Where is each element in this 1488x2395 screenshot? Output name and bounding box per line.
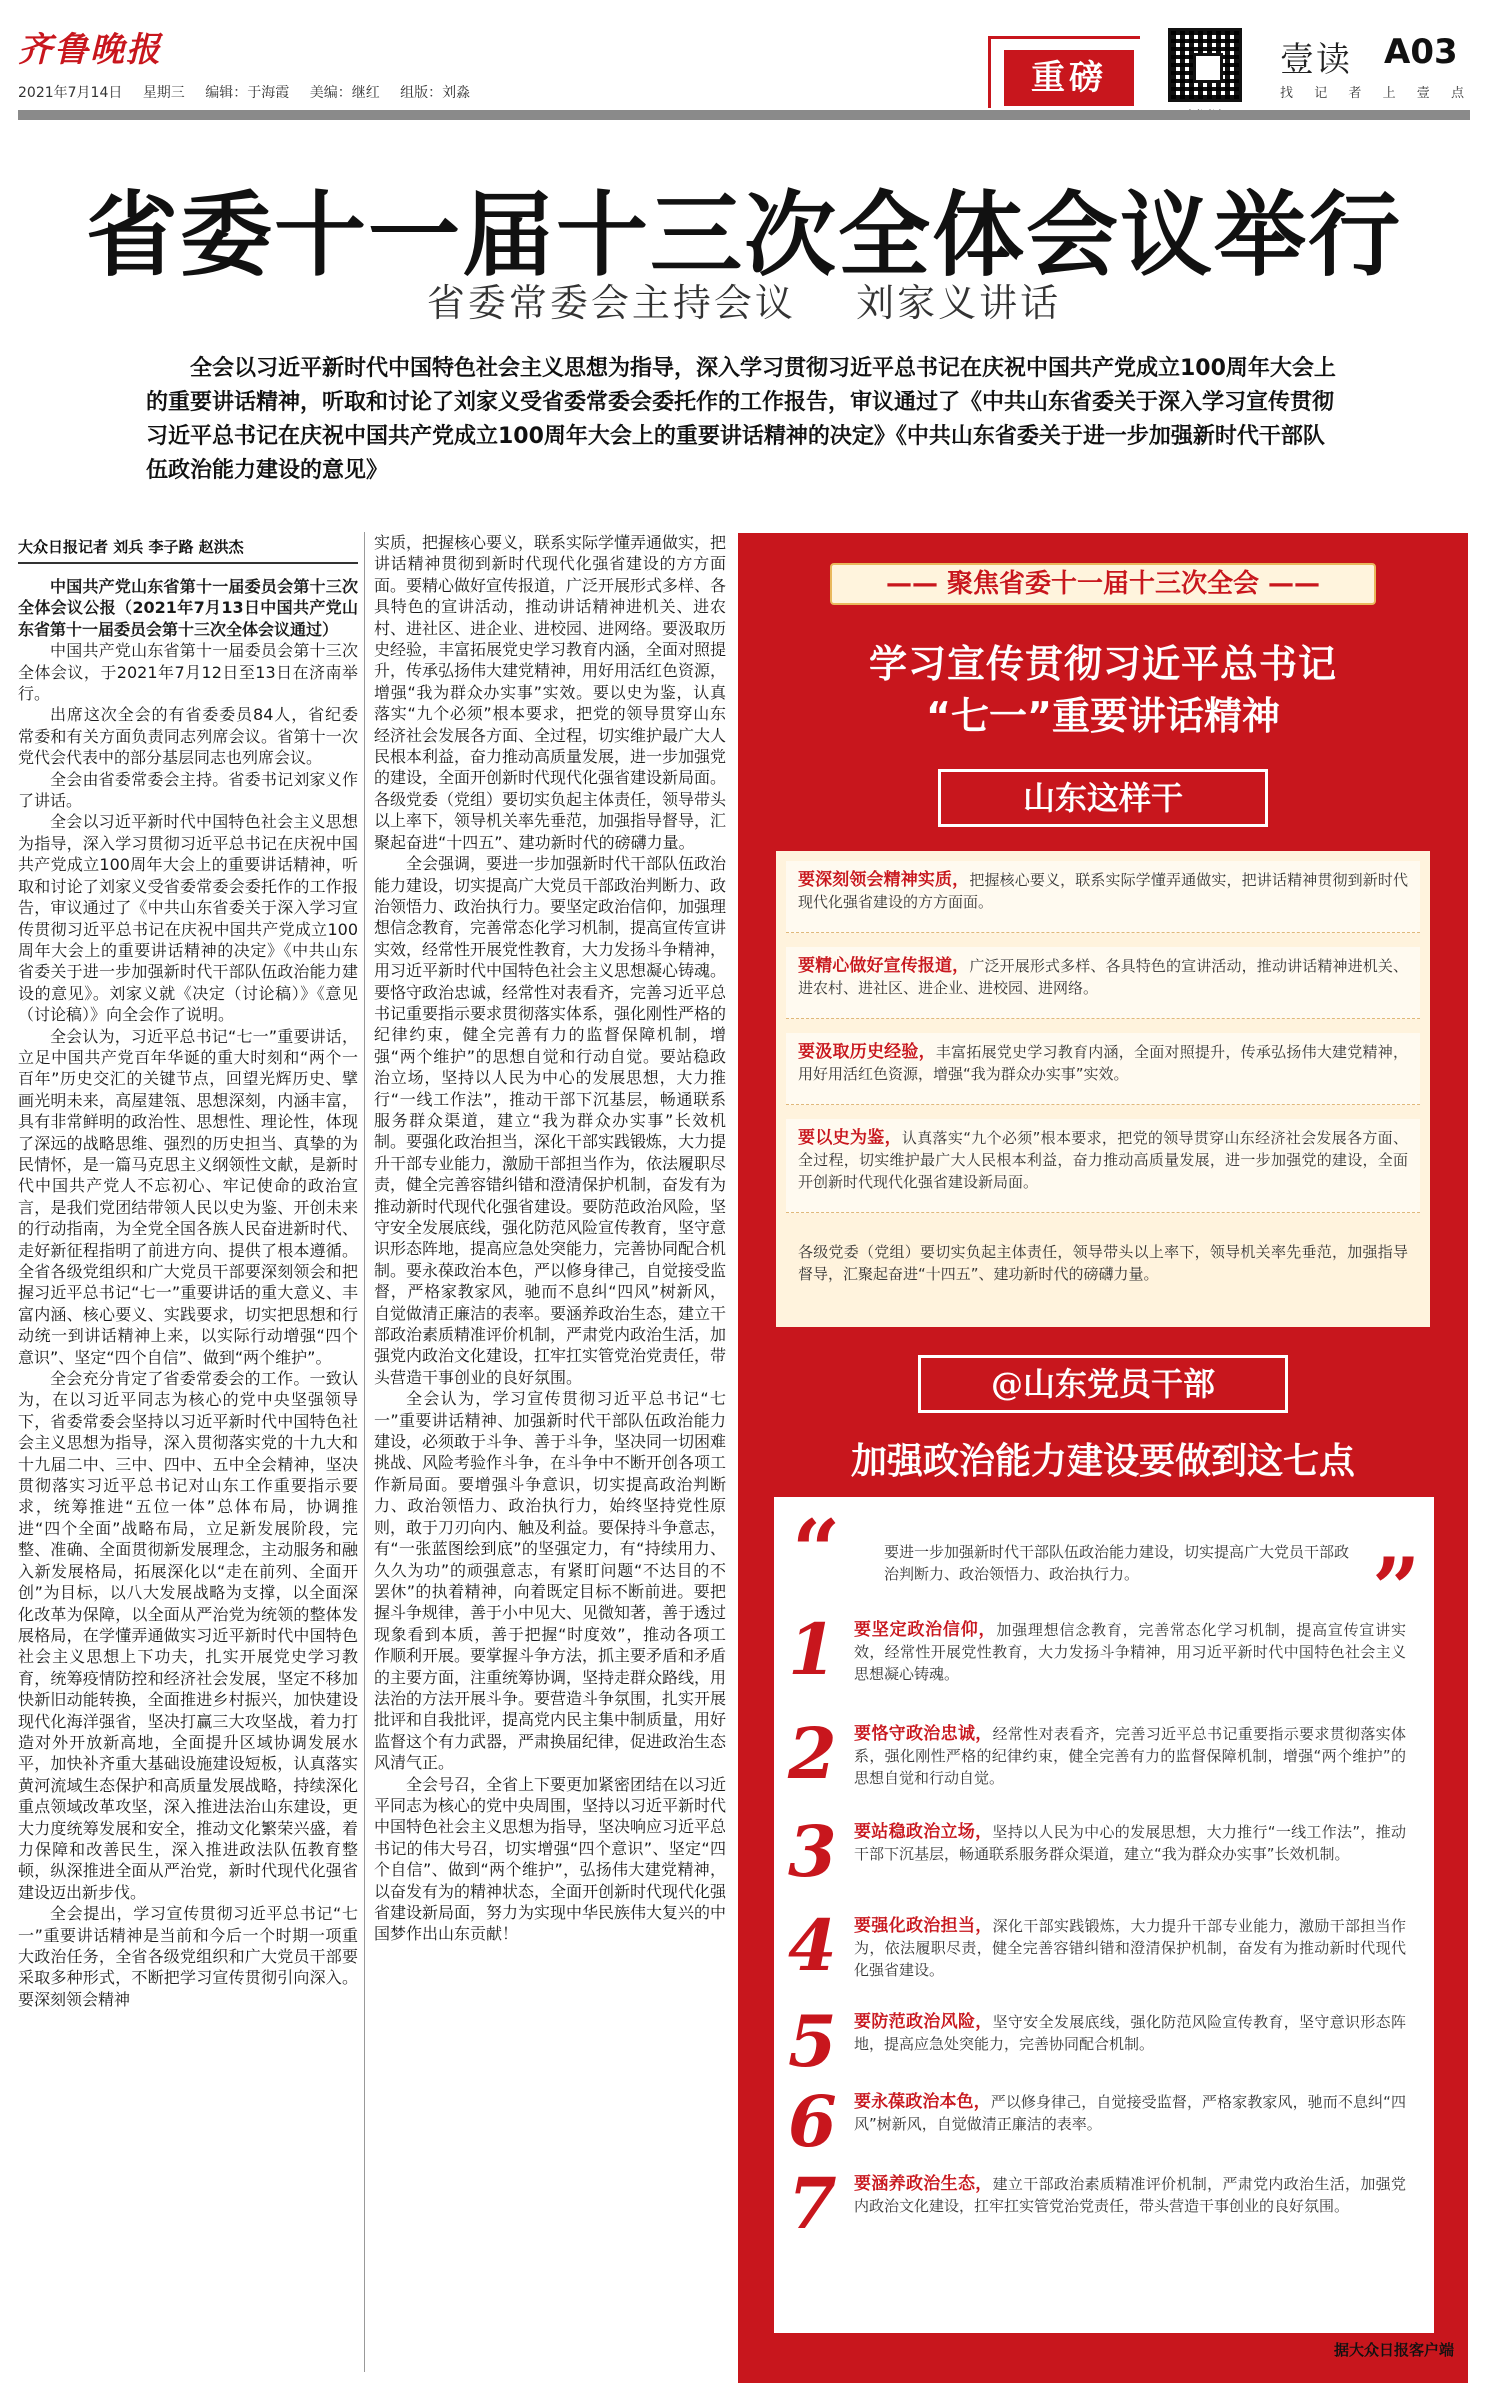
reporter-char: 点 — [1450, 86, 1468, 101]
seven-points-panel — [774, 1497, 1434, 2333]
point-text: 加强理想信念教育，完善常态化学习机制，提高宣传宣讲实效，经常性开展党性教育，大力发扬斗争精神，用习近平新时代中国特色社会主义思想凝心铸魂。 — [854, 1621, 1407, 1683]
action-item-emphasis: 要精心做好宣传报道， — [798, 956, 970, 976]
point-text: 建立干部政治素质精准评价机制，严肃党内政治生活，加强党内政治文化建设，扛牢扛实管党治党责任，带头营造干事创业的良好氛围。 — [854, 2175, 1406, 2215]
newspaper-logo: 齐鲁晚报 — [18, 30, 162, 70]
reporter-slogan — [1280, 82, 1468, 101]
point-number: 1 — [788, 1608, 837, 1691]
action-list-panel — [776, 851, 1430, 1327]
article-paragraph: 全会认为，习近平总书记“七一”重要讲话，立足中国共产党百年华诞的重大时刻和“两个一百年”历史交汇的关键节点，回望光辉历史、擘画光明未来，高屋建瓴、思想深刻，内涵丰富，具有非常鲜明的政治性、思想性、理论性，体现了深远的战略思维、强烈的历史担当、真挚的为民情怀，是一篇马克思主义纲领性文献，是新时代中国共产党人不忘初心、牢记使命的政治宣言，是我们党团结带领人民以史为鉴、开创未来的行动指南，为全党全国各族人民奋进新时代、走好新征程指明了前进方向、提供了根本遵循。全省各级党组织和广大党员干部要深刻领会和把握习近平总书记“七一”重要讲话的重大意义、丰富内涵、核心要义、实践要求，切实把思想和行动统一到讲话精神上来，以实际行动增强“四个意识”、坚定“四个自信”、做到“两个维护”。 — [18, 1026, 358, 1367]
point-text: 经常性对表看齐，完善习近平总书记重要指示要求贯彻落实体系，强化刚性严格的纪律约束，健全完善有力的监督保障机制，增强“两个维护”的思想自觉和行动自觉。 — [854, 1725, 1406, 1787]
page-number: A03 — [1384, 32, 1458, 72]
point-text: 坚持以人民为中心的发展思想，大力推行“一线工作法”，推动干部下沉基层，畅通联系服务群众渠道，建立“我为群众办实事”长效机制。 — [854, 1823, 1406, 1863]
point-text-block — [854, 1821, 1406, 1865]
reporter-char: 找 — [1280, 86, 1298, 101]
article-paragraph: 中国共产党山东省第十一届委员会第十三次全体会议公报（2021年7月13日中国共产党山东省第十一届委员会第十三次全体会议通过） — [18, 577, 358, 639]
sidebar-source: 据大众日报客户端 — [1334, 2341, 1455, 2359]
point-text: 严以修身律己，自觉接受监督，严格家教家风，驰而不息纠“四风”树新风，自觉做清正廉洁的表率。 — [854, 2093, 1407, 2133]
point-emphasis: 要永葆政治本色， — [854, 2092, 991, 2112]
article-column-1 — [18, 576, 358, 2376]
article-paragraph: 出席这次全会的有省委委员84人，省纪委常委和有关方面负责同志列席会议。省第十一次党代会代表中的部分基层同志也列席会议。 — [18, 705, 358, 768]
lead-paragraph: 全会以习近平新时代中国特色社会主义思想为指导，深入学习贯彻习近平总书记在庆祝中国共产党成立100周年大会上的重要讲话精神，听取和讨论了刘家义受省委常委会委托作的工作报告，审议通过了《中共山东省委关于深入学习宣传贯彻习近平总书记在庆祝中国共产党成立100周年大会上的重要讲话精神的决定》《中共山东省委关于进一步加强新时代干部队伍政治能力建设的意见》 — [146, 356, 1336, 483]
section-heading-party-members: @山东党员干部 — [918, 1355, 1288, 1413]
point-number: 4 — [788, 1904, 837, 1987]
point-number: 3 — [788, 1810, 837, 1893]
issue-date: 2021年7月14日 — [18, 85, 123, 101]
point-number: 7 — [788, 2162, 837, 2245]
action-item-text: 把握核心要义，联系实际学懂弄通做实，把讲话精神贯彻到新时代现代化强省建设的方方面面。 — [798, 871, 1408, 911]
article-column-2 — [374, 532, 726, 2380]
point-text-block — [854, 2091, 1406, 2135]
point-emphasis: 要涵养政治生态， — [854, 2174, 993, 2194]
subheadline: 省委常委会主持会议 刘家义讲话 — [426, 281, 1062, 325]
article-paragraph: 全会强调，要进一步加强新时代干部队伍政治能力建设，切实提高广大党员干部政治判断力、政治领悟力、政治执行力。要坚定政治信仰，加强理想信念教育，完善常态化学习机制，提高宣传宣讲实效，经常性开展党性教育，大力发扬斗争精神，用习近平新时代中国特色社会主义思想凝心铸魂。要恪守政治忠诚，经常性对表看齐，完善习近平总书记重要指示要求贯彻落实体系，强化刚性严格的纪律约束，健全完善有力的监督保障机制，增强“两个维护”的思想自觉和行动自觉。要站稳政治立场，坚持以人民为中心的发展思想，大力推行“一线工作法”，推动干部下沉基层，畅通联系服务群众渠道，建立“我为群众办实事”长效机制。要强化政治担当，深化干部实践锻炼，大力提升干部专业能力，激励干部担当作为，依法履职尽责，健全完善容错纠错和澄清保护机制，奋发有为推动新时代现代化强省建设。要防范政治风险，坚守安全发展底线，强化防范风险宣传教育，坚守意识形态阵地，提高应急处突能力，完善协同配合机制。要永葆政治本色，严以修身律己，自觉接受监督，严格家教家风，驰而不息纠“四风”树新风，自觉做清正廉洁的表率。要涵养政治生态，建立干部政治素质精准评价机制，严肃党内政治生活，加强党内政治文化建设，扛牢扛实管党治党责任，带头营造干事创业的良好氛围。 — [374, 854, 726, 1387]
point-number: 2 — [788, 1712, 837, 1795]
issue-editor: 编辑：于海霞 — [205, 85, 290, 101]
point-number: 5 — [788, 2000, 837, 2083]
article-paragraph: 全会充分肯定了省委常委会的工作。一致认为，在以习近平同志为核心的党中央坚强领导下，省委常委会坚持以习近平新时代中国特色社会主义思想为指导，深入贯彻落实党的十九大和十九届二中、三中、四中、五中全会精神，坚决贯彻落实习近平总书记对山东工作重要指示要求，统筹推进“五位一体”总体布局，协调推进“四个全面”战略布局，立足新发展阶段，完整、准确、全面贯彻新发展理念，主动服务和融入新发展格局，拓展深化以“走在前列、全面开创”为目标，以八大发展战略为支撑，以全面深化改革为保障，以全面从严治党为统领的整体发展格局，在学懂弄通做实习近平新时代中国特色社会主义思想上下功夫，扎实开展党史学习教育，统筹疫情防控和经济社会发展，坚定不移加快新旧动能转换，全面推进乡村振兴，加快建设现代化海洋强省，坚决打赢三大攻坚战，着力打造对外开放新高地，全面提升区域协调发展水平，加快补齐重大基础设施建设短板，认真落实黄河流域生态保护和高质量发展战略，持续深化重点领域改革攻坚，深入推进法治山东建设，更大力度统筹发展和安全，推动文化繁荣兴盛，着力保障和改善民生，深入推进政法队伍教育整顿，纵深推进全面从严治党，新时代现代化强省建设迈出新步伐。 — [18, 1369, 358, 1902]
headline: 省委十一届十三次全体会议举行 — [85, 181, 1402, 289]
sidebar-title-line2: “七一”重要讲话精神 — [926, 694, 1280, 738]
action-item-text: 认真落实“九个必须”根本要求，把党的领导贯穿山东经济社会发展各方面、全过程，切实维护最广大人民根本利益，奋力推动高质量发展，进一步加强党的建设，全面开创新时代现代化强省建设新局面。 — [798, 1129, 1409, 1191]
byline: 大众日报记者 刘兵 李子路 赵洪杰 — [18, 538, 244, 556]
open-quote-icon: “ — [792, 1501, 841, 1600]
close-quote-icon: ” — [1372, 1539, 1421, 1638]
article-paragraph: 全会认为，学习宣传贯彻习近平总书记“七一”重要讲话精神、加强新时代干部队伍政治能力建设，必须敢于斗争、善于斗争，坚决同一切困难挑战、风险考验作斗争，在斗争中不断开创各项工作新局面。要增强斗争意识，切实提高政治判断力、政治领悟力、政治执行力，始终坚持党性原则，敢于刀刃向内、触及利益。要保持斗争意志，有“一张蓝图绘到底”的坚强定力，有“持续用力、久久为功”的顽强意志，有紧盯问题“不达目的不罢休”的执着精神，向着既定目标不断前进。要把握斗争规律，善于小中见大、见微知著，善于透过现象看到本质，善于把握“时度效”，推动各项工作顺利开展。要掌握斗争方法，抓主要矛盾和矛盾的主要方面，注重统筹协调，坚持走群众路线，用法治的方法开展斗争。要营造斗争氛围，扎实开展批评和自我批评，提高党内民主集中制质量，用好监督这个有力武器，严肃换届纪律，促进政治生态风清气正。 — [374, 1389, 726, 1773]
intro-quote: 要进一步加强新时代干部队伍政治能力建设，切实提高广大党员干部政治判断力、政治领悟力、政治执行力。 — [884, 1543, 1350, 1583]
action-item-text: 广泛开展形式多样、各具特色的宣讲活动，推动讲话精神进机关、进农村、进社区、进企业、进校园、进网络。 — [798, 957, 1408, 997]
page-section-name: 壹读 — [1280, 40, 1352, 80]
point-emphasis: 要恪守政治忠诚， — [854, 1724, 993, 1744]
point-text-block — [854, 2173, 1406, 2217]
reporter-char: 记 — [1314, 86, 1332, 101]
point-emphasis: 要强化政治担当， — [854, 1916, 993, 1936]
point-number: 6 — [788, 2080, 837, 2163]
point-emphasis: 要防范政治风险， — [854, 2012, 993, 2032]
point-text: 深化干部实践锻炼，大力提升干部专业能力，激励干部担当作为，依法履职尽责，健全完善容错纠错和澄清保护机制，奋发有为推动新时代现代化强省建设。 — [854, 1917, 1406, 1979]
article-paragraph: 实质，把握核心要义，联系实际学懂弄通做实，把讲话精神贯彻到新时代现代化强省建设的方方面面。要精心做好宣传报道，广泛开展形式多样、各具特色的宣讲活动，推动讲话精神进机关、进农村、进社区、进企业、进校园、进网络。要汲取历史经验，丰富拓展党史学习教育内涵，全面对照提升，传承弘扬伟大建党精神，用好用活红色资源，增强“我为群众办实事”实效。要以史为鉴，认真落实“九个必须”根本要求，把党的领导贯穿山东经济社会发展各方面、全过程，切实维护最广大人民根本利益，奋力推动高质量发展，进一步加强党的建设，全面开创新时代现代化强省建设新局面。各级党委（党组）要切实负起主体责任，领导带头以上率下，领导机关率先垂范，加强指导督导，汇聚起奋进“十四五”、建功新时代的磅礴力量。 — [374, 533, 726, 852]
article-paragraph: 全会由省委常委会主持。省委书记刘家义作了讲话。 — [18, 769, 358, 811]
reporter-char: 上 — [1382, 86, 1400, 101]
qr-code-icon[interactable] — [1168, 28, 1242, 102]
action-item-text: 丰富拓展党史学习教育内涵，全面对照提升，传承弘扬伟大建党精神，用好用活红色资源，增强“我为群众办实事”实效。 — [798, 1043, 1409, 1083]
point-text-block — [854, 1723, 1406, 1789]
issue-info — [18, 82, 486, 102]
action-item-emphasis: 要以史为鉴， — [798, 1128, 902, 1148]
sidebar-feature — [738, 533, 1468, 2383]
action-item-emphasis: 要深刻领会精神实质， — [798, 870, 970, 890]
point-text-block — [854, 1619, 1406, 1685]
sidebar-subtitle: 加强政治能力建设要做到这七点 — [850, 1441, 1355, 1482]
reporter-char: 者 — [1348, 86, 1366, 101]
masthead — [18, 22, 1470, 152]
article-paragraph: 中国共产党山东省第十一届委员会第十三次全体会议，于2021年7月12日至13日在济南举行。 — [18, 641, 358, 704]
action-item — [786, 1119, 1420, 1213]
header-divider — [18, 110, 1470, 120]
action-item — [786, 947, 1420, 1019]
action-item — [786, 1033, 1420, 1105]
point-text: 坚守安全发展底线，强化防范风险宣传教育，坚守意识形态阵地，提高应急处突能力，完善协同配合机制。 — [854, 2013, 1406, 2053]
point-emphasis: 要站稳政治立场， — [854, 1822, 993, 1842]
action-item-emphasis: 要汲取历史经验， — [798, 1042, 936, 1062]
article-paragraph: 全会提出，学习宣传贯彻习近平总书记“七一”重要讲话精神是当前和今后一个时期一项重大政治任务，全省各级党组织和广大党员干部要采取多种形式，不断把学习宣传贯彻引向深入。要深刻领会精神 — [18, 1904, 358, 2009]
reporter-char: 壹 — [1416, 86, 1434, 101]
point-text-block — [854, 2011, 1406, 2055]
point-text-block — [854, 1915, 1406, 1981]
section-tag: 重磅 — [1004, 50, 1134, 106]
action-item — [786, 1233, 1420, 1317]
issue-weekday: 星期三 — [142, 85, 185, 101]
action-item — [786, 861, 1420, 933]
issue-art-editor: 美编：继红 — [309, 85, 380, 101]
point-emphasis: 要坚定政治信仰， — [854, 1620, 997, 1640]
column-divider — [364, 532, 365, 2372]
action-item-text: 各级党委（党组）要切实负起主体责任，领导带头以上率下，领导机关率先垂范，加强指导督导，汇聚起奋进“十四五”、建功新时代的磅礴力量。 — [798, 1243, 1408, 1283]
article-paragraph: 全会号召，全省上下要更加紧密团结在以习近平同志为核心的党中央周围，坚持以习近平新时代中国特色社会主义思想为指导，坚决响应习近平总书记的伟大号召，切实增强“四个意识”、坚定“四个自信”、做到“两个维护”，弘扬伟大建党精神，以奋发有为的精神状态，全面开创新时代现代化强省建设新局面，努力为实现中华民族伟大复兴的中国梦作出山东贡献！ — [374, 1774, 726, 1944]
sidebar-banner: —— 聚焦省委十一届十三次全会 —— — [830, 563, 1376, 605]
byline-divider — [18, 562, 358, 564]
section-heading-shandong: 山东这样干 — [938, 769, 1268, 827]
sidebar-title-line1: 学习宣传贯彻习近平总书记 — [868, 642, 1337, 686]
issue-layout-editor: 组版：刘淼 — [400, 85, 471, 101]
article-paragraph: 全会以习近平新时代中国特色社会主义思想为指导，深入学习贯彻习近平总书记在庆祝中国共产党成立100周年大会上的重要讲话精神，听取和讨论了刘家义受省委常委会委托作的工作报告，审议通过了《中共山东省委关于深入学习宣传贯彻习近平总书记在庆祝中国共产党成立100周年大会上的重要讲话精神的决定》《中共山东省委关于进一步加强新时代干部队伍政治能力建设的意见》。刘家义就《决定（讨论稿）》《意见（讨论稿）》向全会作了说明。 — [18, 812, 358, 1025]
